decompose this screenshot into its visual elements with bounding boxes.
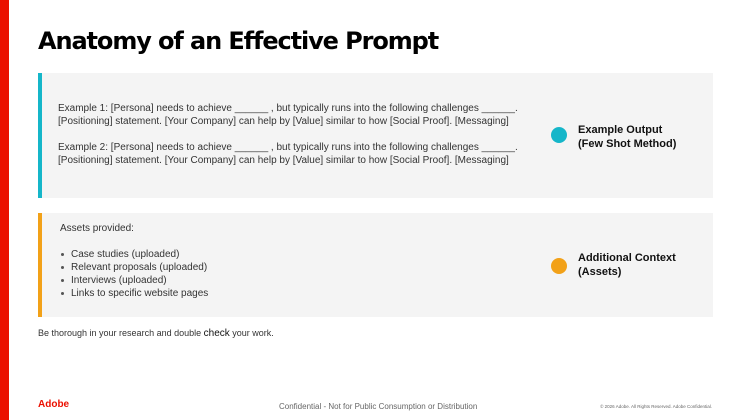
example-2-text: Example 2: [Persona] needs to achieve ______ , but typically runs into the following challenges ______. [Positioning] statement. [Your Company] can help by [Value] similar to how [Social Proof]. [Messaging] <box>58 142 518 166</box>
adobe-logo: Adobe <box>38 399 70 410</box>
slide-title: Anatomy of an Effective Prompt <box>38 27 439 55</box>
example-output-label-line1: Example Output <box>578 124 663 136</box>
assets-list <box>58 248 208 300</box>
additional-context-label-line2: (Assets) <box>578 266 622 278</box>
list-item: Relevant proposals (uploaded) <box>58 261 208 274</box>
example-1-text: Example 1: [Persona] needs to achieve ______ , but typically runs into the following challenges ______. [Positioning] statement. [Your Company] can help by [Value] similar to how [Social Proof]. [Messaging] <box>58 103 518 127</box>
footnote-after: your work. <box>232 328 274 338</box>
additional-context-label-line1: Additional Context <box>578 252 676 264</box>
example-output-card <box>38 73 713 198</box>
list-item: Links to specific website pages <box>58 287 208 300</box>
additional-context-label <box>578 251 676 279</box>
example-output-label <box>578 123 676 151</box>
teal-dot-icon <box>551 127 567 143</box>
teal-accent-bar <box>38 73 42 198</box>
assets-card <box>38 213 713 317</box>
orange-accent-bar <box>38 213 42 317</box>
footnote <box>38 328 274 339</box>
confidential-notice: Confidential - Not for Public Consumption or Distribution <box>279 402 478 411</box>
brand-accent-bar <box>0 0 9 420</box>
footnote-emphasis: check <box>203 328 230 339</box>
example-output-label-line2: (Few Shot Method) <box>578 138 677 150</box>
list-item: Interviews (uploaded) <box>58 274 208 287</box>
orange-dot-icon <box>551 258 567 274</box>
copyright-notice: © 2026 Adobe. All Rights Reserved. Adobe Confidential. <box>600 404 712 409</box>
footnote-before: Be thorough in your research and double <box>38 328 202 338</box>
list-item: Case studies (uploaded) <box>58 248 208 261</box>
examples-block <box>58 102 538 180</box>
assets-heading: Assets provided: <box>60 223 134 234</box>
